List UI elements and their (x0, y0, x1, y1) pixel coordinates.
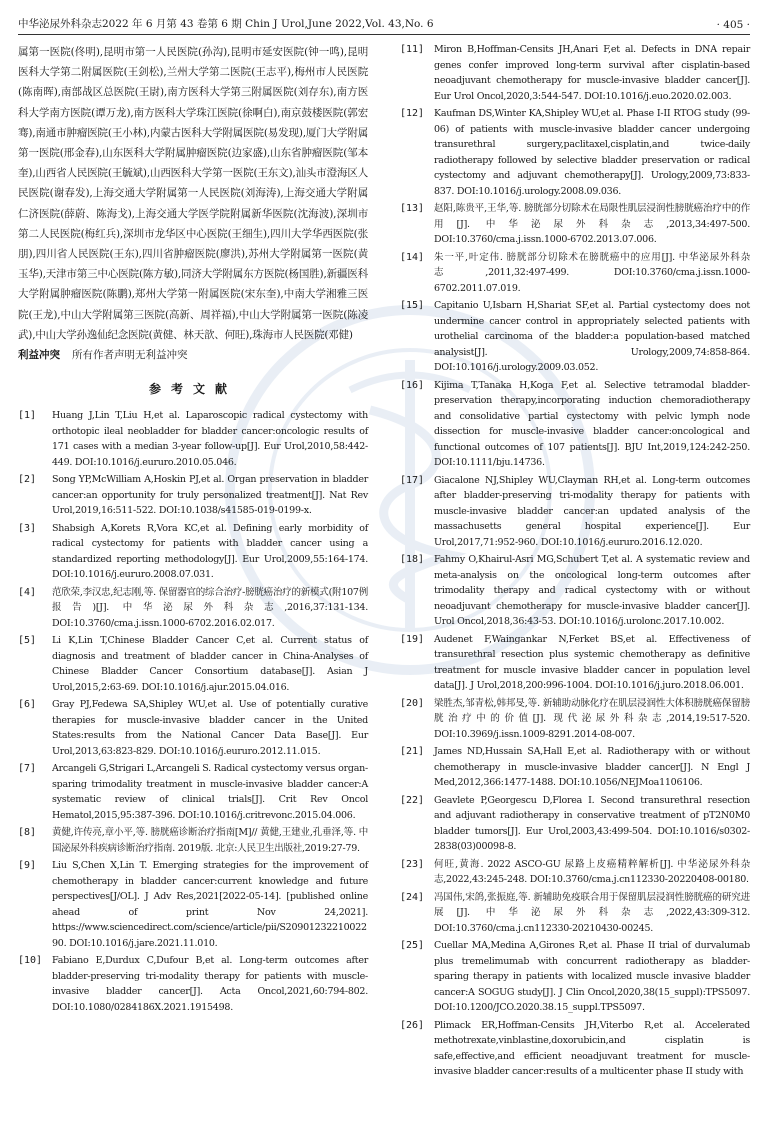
affiliations-paragraph: 属第一医院(佟明),昆明市第一人民医院(孙沟),昆明市延安医院(钟一鸣),昆明医科大学第二附属医院(王剑松),兰州大学第二医院(王志平),梅州市人民医院(陈南晖),南部战区总医院(王尉),南方医科大学第三附属医院(刘存东),南方医科大学南方医院(谭万龙),南方医科大学珠江医院(徐啊白),南京鼓楼医院(郭宏骞),南通市肿瘤医院(王小林),内蒙古医科大学附属医院(易发现),厦门大学附属第一医院(邢金春),山东医科大学附属肿瘤医院(边家盛),山东省肿瘤医院(邹本奎),山西省人民医院(王毓斌),山西医科大学第一医院(王东文),汕头市澄海区人民医院(谢春发),上海交通大学附属第一人民医院(刘海涛),上海交通大学附属仁济医院(薛蔚、陈海戈),上海交通大学医学院附属新华医院(沈海波),深圳市第二人民医院(梅红兵),深圳市龙华区中心医院(王细生),四川大学华西医院(张朋),四川省人民医院(王东),四川省肿瘤医院(廖洪),苏州大学附属第一医院(黄玉华),天津市第三中心医院(陈方敏),同济大学附属东方医院(杨国胜),新疆医科大学附属肿瘤医院(陈鹏),郑州大学第一附属医院(宋东奎),中南大学湘雅三医院(王龙),中山大学附属第三医院(高新、周祥福),中山大学附属第一医院(陈凌武),中山大学孙逸仙纪念医院(黄健、林天歆、何旺),珠海市人民医院(邓健) (18, 46, 368, 341)
reference-number: [10] (18, 955, 43, 967)
reference-text: 黄健,许传亮,章小平,等. 膀胱癌诊断治疗指南[M]// 黄健,王建业,孔垂泽,等. 中国泌尿外科疾病诊断治疗指南. 2019版. 北京:人民卫生出版社,2019:27-79. (52, 827, 368, 854)
reference-number: [12] (400, 108, 425, 119)
reference-item (18, 521, 368, 583)
reference-item (18, 761, 368, 823)
left-column (18, 42, 368, 1017)
reference-item (400, 106, 750, 199)
reference-item (400, 42, 750, 104)
conflict-label: 利益冲突 (18, 349, 60, 362)
reference-number: [14] (400, 251, 425, 263)
reference-text: Kaufman DS,Winter KA,Shipley WU,et al. Phase I-II RTOG study (99-06) of patients with muscle-invasive bladder cancer undergoing transurethral surgery,paclitaxel,cisplatin,and twice-daily radiotherapy followed by selective bladder preservation or radical cystectomy and adjuvant chemotherapy[J]. Urology,2009,73:833-837. DOI:10.1016/j.urology.2008.09.036. (434, 108, 750, 197)
reference-item (400, 938, 750, 1016)
reference-number: [3] (18, 522, 37, 534)
reference-item (400, 744, 750, 791)
reference-text: Shabsigh A,Korets R,Vora KC,et al. Defining early morbidity of radical cystectomy for patients with bladder cancer using a standardized reporting methodology[J]. Eur Urol,2009,55:164-174. DOI:10.1016/j.eururo.2008.07.031. (52, 522, 368, 581)
reference-item (400, 1018, 750, 1080)
reference-number: [25] (400, 940, 425, 951)
reference-item (400, 857, 750, 888)
reference-item (400, 378, 750, 471)
journal-citation-line: 中华泌尿外科杂志2022 年 6 月第 43 卷第 6 期 Chin J Urol,June 2022,Vol. 43,No. 6 (18, 18, 434, 30)
reference-text: 冯国伟,宋鸽,张振庭,等. 新辅助免疫联合用于保留肌层浸润性膀胱癌的研究进展[J]. 中华泌尿外科杂志,2022,43:309-312. DOI:10.3760/cma.j.cn112330-20210430-00245. (434, 891, 750, 934)
reference-text: Capitanio U,Isbarn H,Shariat SF,et al. Partial cystectomy does not undermine cancer control in appropriately selected patients with urothelial carcinoma of the bladder:a population-based matched analysist[J]. Urology,2009,74:858-864. DOI:10.1016/j.urology.2009.03.052. (434, 300, 750, 373)
reference-text: Fabiano E,Durdux C,Dufour B,et al. Long-term outcomes after bladder-preserving tri-modality therapy for patients with muscle-invasive bladder cancer[J]. Acta Oncol,2021,60:794-802. DOI:10.1080/0284186X.2021.1915498. (52, 955, 368, 1013)
reference-item (18, 633, 368, 695)
reference-item (400, 890, 750, 937)
reference-text: 朱一平,叶定伟. 膀胱部分切除术在膀胱癌中的应用[J]. 中华泌尿外科杂志,2011,32:497-499. DOI:10.3760/cma.j.issn.1000-6702.2011.07.019. (434, 251, 750, 294)
reference-item (18, 472, 368, 519)
reference-text: James ND,Hussain SA,Hall E,et al. Radiotherapy with or without chemotherapy in muscle-invasive bladder cancer[J]. N Engl J Med,2012,366:1477-1488. DOI:10.1056/NEJMoa1106106. (434, 746, 750, 788)
reference-number: [20] (400, 697, 425, 709)
reference-number: [22] (400, 794, 425, 806)
reference-item (18, 408, 368, 470)
reference-number: [11] (400, 44, 425, 55)
reference-text: Li K,Lin T,Chinese Bladder Cancer C,et al. Current status of diagnosis and treatment of bladder cancer in China-Analyses of Chinese Bladder Cancer Consortium database[J]. Asian J Urol,2015,2:63-69. DOI:10.1016/j.ajur.2015.04.016. (52, 635, 368, 693)
reference-number: [17] (400, 474, 425, 486)
reference-item (400, 793, 750, 855)
reference-number: [18] (400, 554, 425, 565)
reference-number: [24] (400, 891, 425, 903)
reference-item (18, 585, 368, 632)
reference-number: [13] (400, 203, 425, 214)
reference-number: [9] (18, 860, 37, 872)
reference-text: Arcangeli G,Strigari L,Arcangeli S. Radical cystectomy versus organ-sparing trimodality treatment in muscle-invasive bladder cancer:A systematic review of clinical trials[J]. Crit Rev Oncol Hematol,2015,95:387-396. DOI:10.1016/j.critrevonc.2015.04.006. (52, 763, 368, 821)
reference-number: [23] (400, 858, 425, 870)
reference-number: [21] (400, 746, 425, 757)
reference-text: 范欣荣,李汉忠,纪志刚,等. 保留器官的综合治疗-膀胱癌治疗的新模式(附107例报告)[J]. 中华泌尿外科杂志,2016,37:131-134. DOI:10.3760/cma.j.issn.1000-6702.2016.02.017. (52, 586, 368, 629)
reference-number: [1] (18, 410, 37, 422)
reference-item (400, 552, 750, 630)
reference-item (400, 250, 750, 297)
reference-text: Miron B,Hoffman-Censits JH,Anari F,et al. Defects in DNA repair genes confer improved long-term survival after cisplatin-based neoadjuvant chemotherapy for muscle-invasive bladder cancer[J]. Eur Urol Oncol,2020,3:544-547. DOI:10.1016/j.euo.2020.02.003. (434, 44, 750, 102)
reference-item (18, 697, 368, 759)
reference-text: Fahmy O,Khairul-Asri MG,Schubert T,et al. A systematic review and meta-analysis on the oncological long-term outcomes after trimodality therapy and radical cystectomy with or without neoadjuvant chemotherapy for muscle-invasive bladder cancer[J]. Urol Oncol,2018,36:43-53. DOI:10.1016/j.urolonc.2017.10.002. (434, 554, 750, 627)
reference-number: [7] (18, 763, 37, 775)
reference-text: Song YP,McWilliam A,Hoskin PJ,et al. Organ preservation in bladder cancer:an opportunity for truly personalized treatment[J]. Nat Rev Urol,2019,16:511-522. DOI:10.1038/s41585-019-0199-x. (52, 474, 368, 517)
reference-number: [6] (18, 699, 37, 711)
reference-number: [15] (400, 300, 425, 311)
reference-text: 何旺,黄海. 2022 ASCO-GU 尿路上皮癌精粹解析[J]. 中华泌尿外科杂志,2022,43:245-248. DOI:10.3760/cma.j.cn112330-20220408-00180. (434, 858, 750, 885)
references-list-left (18, 408, 368, 1015)
conflict-of-interest (18, 345, 368, 365)
reference-item (400, 696, 750, 743)
conflict-text: 所有作者声明无利益冲突 (72, 349, 188, 362)
reference-text: Giacalone NJ,Shipley WU,Clayman RH,et al. Long-term outcomes after bladder-preserving tri-modality therapy for patients with muscle-invasive bladder cancer:an updated analysis of the massachusetts general hospital experience[J]. Eur Urol,2017,71:952-960. DOI:10.1016/j.eururo.2016.12.020. (434, 474, 750, 548)
reference-text: Kijima T,Tanaka H,Koga F,et al. Selective tetramodal bladder-preservation therapy,incorporating induction chemoradiotherapy and consolidative partial cystectomy with pelvic lymph node dissection for muscle-invasive bladder cancer:oncological and functional outcomes of 107 patients[J]. BJU Int,2019,124:242-250. DOI:10.1111/bju.14736. (434, 379, 750, 468)
running-header (18, 11, 750, 35)
reference-item (400, 473, 750, 551)
reference-text: Huang J,Lin T,Liu H,et al. Laparoscopic radical cystectomy with orthotopic ileal neobladder for bladder cancer:oncologic results of 171 cases with a median 3-year follow-up[J]. Eur Urol,2010,58:442-449. DOI:10.1016/j.eururo.2010.05.046. (52, 410, 368, 468)
reference-number: [5] (18, 635, 37, 647)
reference-number: [26] (400, 1019, 425, 1031)
reference-item (400, 298, 750, 376)
reference-number: [16] (400, 379, 425, 391)
reference-text: Gray PJ,Fedewa SA,Shipley WU,et al. Use of potentially curative therapies for muscle-invasive bladder cancer in the United States:results from the National Cancer Data Base[J]. Eur Urol,2013,63:823-829. DOI:10.1016/j.eururo.2012.11.015. (52, 699, 368, 757)
reference-number: [8] (18, 827, 37, 839)
reference-item (18, 953, 368, 1015)
references-list-right (400, 42, 750, 1080)
reference-text: Liu S,Chen X,Lin T. Emerging strategies for the improvement of chemotherapy in bladder cancer:current knowledge and future perspectives[J/OL]. J Adv Res,2021[2022-05-14]. [published online ahead of print Nov 24,2021]. https://www.sciencedirect.com/science/article/pii/S2090123221002290. DOI:10.1016/j.jare.2021.11.010. (52, 860, 368, 949)
reference-text: 梁胜杰,邹青松,韩邦旻,等. 新辅助动脉化疗在肌层浸润性大体积膀胱癌保留膀胱治疗中的价值[J]. 现代泌尿外科杂志,2014,19:517-520. DOI:10.3969/j.issn.1009-8291.2014-08-007. (434, 697, 750, 740)
reference-text: Plimack ER,Hoffman-Censits JH,Viterbo R,et al. Accelerated methotrexate,vinblastine,doxorubicin,and cisplatin is safe,effective,and efficient neoadjuvant treatment for muscle-invasive bladder cancer:results of a multicenter phase II study with (434, 1019, 750, 1077)
reference-text: 赵阳,陈贵平,王华,等. 膀胱部分切除术在局限性肌层浸润性膀胱癌治疗中的作用[J]. 中华泌尿外科杂志,2013,34:497-500. DOI:10.3760/cma.j.issn.1000-6702.2013.07.006. (434, 203, 750, 245)
reference-item (18, 858, 368, 951)
reference-item (400, 201, 750, 248)
reference-item (400, 632, 750, 694)
reference-number: [4] (18, 586, 37, 598)
right-column (400, 42, 750, 1082)
reference-text: Geavlete P,Georgescu D,Florea I. Second transurethral resection and adjuvant radiotherapy in conservative treatment of pT2N0M0 bladder tumors[J]. Eur Urol,2003,43:499-504. DOI:10.1016/s0302-2838(03)00098-8. (434, 794, 750, 852)
reference-text: Audenet F,Waingankar N,Ferket BS,et al. Effectiveness of transurethral resection plus systemic chemotherapy as definitive treatment for muscle invasive bladder cancer in population level data[J]. J Urol,2018,200:996-1004. DOI:10.1016/j.juro.2018.06.001. (434, 633, 750, 691)
references-heading: 参考文献 (148, 382, 237, 397)
reference-number: [19] (400, 633, 425, 645)
reference-number: [2] (18, 474, 37, 486)
reference-text: Cuellar MA,Medina A,Girones R,et al. Phase II trial of durvalumab plus tremelimumab with concurrent radiotherapy as bladder-sparing therapy in patients with localized muscle invasive bladder cancer:A SOGUG study[J]. J Clin Oncol,2020,38(15_suppl):TPS5097. DOI:10.1200/JCO.2020.38.15_suppl.TPS5097. (434, 940, 750, 1013)
reference-item (18, 825, 368, 856)
page-number: · 405 · (716, 19, 750, 31)
